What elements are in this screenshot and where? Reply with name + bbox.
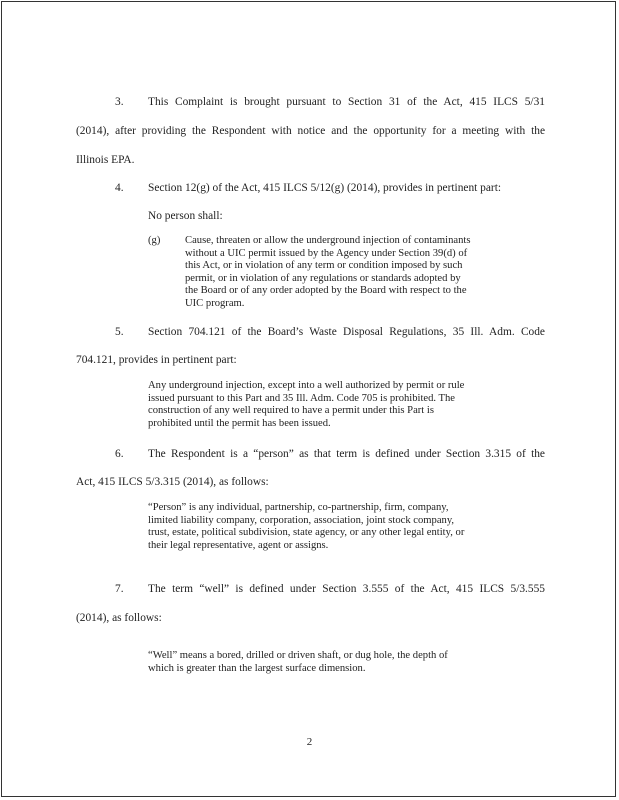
paragraph-4-item-label: (g) — [148, 235, 161, 246]
paragraph-7-line-2: (2014), as follows: — [76, 612, 162, 624]
quote-line: trust, estate, political subdivision, state agency, or any other legal entity, or — [148, 527, 465, 539]
paragraph-4-line-1: Section 12(g) of the Act, 415 ILCS 5/12(g) (2014), provides in pertinent part: — [148, 182, 502, 194]
paragraph-3-line-2: (2014), after providing the Respondent with notice and the opportunity for a meeting with the — [76, 125, 545, 137]
quote-line: their legal representative, agent or assigns. — [148, 539, 329, 551]
quote-line: this Act, or in violation of any term or condition imposed by such — [185, 260, 463, 272]
quote-line: issued pursuant to this Part and 35 Ill. Adm. Code 705 is prohibited. The — [148, 392, 456, 404]
paragraph-4-intro: No person shall: — [148, 210, 223, 222]
paragraph-3-number: 3. — [115, 96, 124, 108]
quote-line: “Well” means a bored, drilled or driven shaft, or dug hole, the depth of — [148, 650, 448, 661]
quote-line: Cause, threaten or allow the underground injection of contaminants — [185, 235, 471, 246]
paragraph-6-quote — [148, 502, 464, 552]
paragraph-7-number: 7. — [115, 583, 124, 595]
quote-line: Any underground injection, except into a well authorized by permit or rule — [148, 380, 465, 391]
paragraph-7-line-1: The term “well” is defined under Section 3.555 of the Act, 415 ILCS 5/3.555 — [148, 583, 545, 595]
quote-line: UIC program. — [185, 297, 245, 309]
paragraph-4-quote — [185, 235, 470, 311]
quote-line: “Person” is any individual, partnership, co-partnership, firm, company, — [148, 502, 449, 513]
document-page — [1, 1, 616, 797]
paragraph-3-line-3: Illinois EPA. — [76, 154, 135, 166]
paragraph-5-number: 5. — [115, 326, 124, 338]
page-number: 2 — [306, 736, 313, 748]
paragraph-3-line-1: This Complaint is brought pursuant to Section 31 of the Act, 415 ILCS 5/31 — [148, 96, 545, 108]
paragraph-7-quote — [148, 650, 448, 675]
quote-line: without a UIC permit issued by the Agency under Section 39(d) of — [185, 247, 468, 259]
paragraph-5-quote — [148, 380, 464, 430]
quote-line: permit, or in violation of any regulations or standards adopted by — [185, 272, 461, 284]
quote-line: prohibited until the permit has been issued. — [148, 417, 331, 429]
paragraph-6-number: 6. — [115, 448, 124, 460]
quote-line: which is greater than the largest surface dimension. — [148, 662, 366, 674]
paragraph-5-line-2: 704.121, provides in pertinent part: — [76, 354, 237, 366]
quote-line: limited liability company, corporation, association, joint stock company, — [148, 514, 455, 526]
paragraph-5-line-1: Section 704.121 of the Board’s Waste Disposal Regulations, 35 Ill. Adm. Code — [148, 326, 545, 338]
quote-line: construction of any well required to have a permit under this Part is — [148, 405, 434, 417]
paragraph-4-number: 4. — [115, 182, 124, 194]
paragraph-6-line-1: The Respondent is a “person” as that term is defined under Section 3.315 of the — [148, 448, 545, 460]
quote-line: the Board or of any order adopted by the Board with respect to the — [185, 285, 467, 297]
paragraph-6-line-2: Act, 415 ILCS 5/3.315 (2014), as follows: — [76, 476, 269, 488]
